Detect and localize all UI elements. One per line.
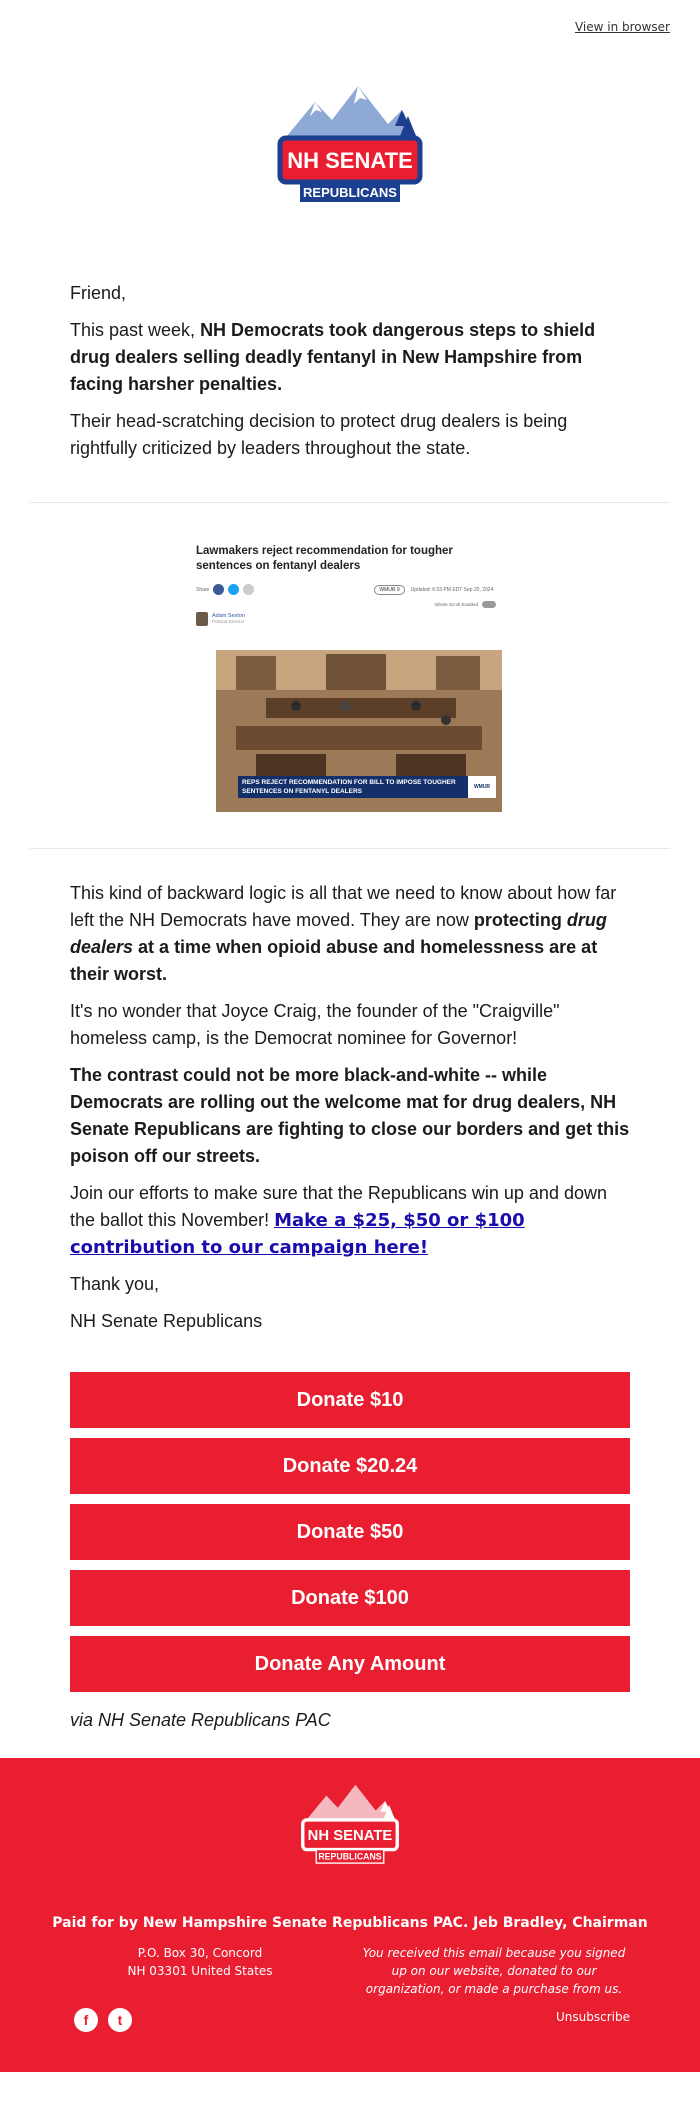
contribution-link[interactable]: Make a $25, $50 or $100 contribution to our campaign here! (70, 1210, 525, 1258)
footer (0, 1758, 700, 2072)
author-avatar (196, 612, 208, 626)
divider (30, 848, 670, 849)
nh-senate-republicans-logo (270, 80, 430, 220)
twitter-share-icon[interactable] (228, 584, 239, 595)
closing: Thank you, (70, 1274, 160, 1294)
body-paragraph-4: Join our efforts to make sure that the Republicans win up and down the ballot this November! Make a $25, $50 or $100 contribution to our campaign here! (70, 1183, 607, 1258)
infinite-scroll-toggle[interactable]: Infinite Scroll Enabled (192, 601, 496, 608)
unsubscribe-link[interactable]: Unsubscribe (556, 2010, 630, 2024)
donate-any-amount-button[interactable]: Donate Any Amount (70, 1636, 630, 1692)
footer-logo-line1: NH SENATE (307, 1828, 393, 1845)
intro-paragraph-1: This past week, NH Democrats took dangerous steps to shield drug dealers selling deadly fentanyl in New Hampshire from facing harsher penalties. (70, 320, 596, 394)
donate-10-button[interactable]: Donate $10 (70, 1372, 630, 1428)
paid-for-by: Paid for by New Hampshire Senate Republicans PAC. Jeb Bradley, Chairman (52, 1915, 648, 1931)
body-paragraph-3: The contrast could not be more black-and-white -- while Democrats are rolling out the welcome mat for drug dealers, NH Senate Republicans are fighting to close our borders and get this poison off our streets. (70, 1065, 630, 1166)
article-updated: Updated: 6:53 PM EDT Sep 20, 2024 (410, 586, 494, 593)
social-links (74, 2008, 142, 2032)
donate-50-button[interactable]: Donate $50 (70, 1504, 630, 1560)
article-author: Adam Sexton Political Director (196, 612, 508, 626)
video-logo: WMUR (468, 776, 496, 798)
link-share-icon[interactable] (243, 584, 254, 595)
article-headline: Lawmakers reject recommendation for tougher sentences on fentanyl dealers (196, 545, 453, 572)
body-paragraph-1: This kind of backward logic is all that we need to know about how far left the NH Democrats have moved. They are now protecting drug dealers at a time when opioid abuse and homelessness are at their worst. (70, 883, 617, 984)
logo-line1: NH SENATE (287, 148, 413, 173)
view-in-browser-link[interactable]: View in browser (574, 20, 670, 34)
toggle-icon (482, 601, 496, 608)
signature: NH Senate Republicans (70, 1311, 263, 1331)
divider (30, 502, 670, 503)
donate-100-button[interactable]: Donate $100 (70, 1570, 630, 1626)
intro-section (70, 280, 630, 472)
via-pac: via NH Senate Republicans PAC (70, 1710, 331, 1730)
news-article-screenshot[interactable] (192, 540, 508, 816)
mailing-address: P.O. Box 30, Concord NH 03301 United States (127, 1946, 273, 1978)
facebook-share-icon[interactable] (213, 584, 224, 595)
article-meta: Share WMUR 9 Updated: 6:53 PM EDT Sep 20, 2024 (196, 584, 508, 595)
footer-logo (296, 1780, 404, 1876)
body-section (70, 880, 635, 1345)
outlet-logo: WMUR 9 (374, 585, 404, 595)
facebook-icon[interactable]: f (74, 2008, 98, 2032)
received-notice: You received this email because you signed up on our website, donated to our organization, or made a purchase from us. (362, 1946, 626, 1996)
intro-paragraph-2: Their head-scratching decision to protect drug dealers is being rightfully criticized by leaders throughout the state. (70, 411, 568, 458)
video-chyron: REPS REJECT RECOMMENDATION FOR BILL TO IMPOSE TOUGHER SENTENCES ON FENTANYL DEALERS (238, 776, 468, 798)
article-video-frame[interactable] (216, 650, 502, 812)
greeting: Friend, (70, 283, 127, 303)
footer-logo-line2: REPUBLICANS (318, 1851, 382, 1862)
twitter-icon[interactable]: t (108, 2008, 132, 2032)
logo-line2: REPUBLICANS (303, 185, 397, 200)
donate-20-24-button[interactable]: Donate $20.24 (70, 1438, 630, 1494)
body-paragraph-2: It's no wonder that Joyce Craig, the founder of the "Craigville" homeless camp, is the Democrat nominee for Governor! (70, 1001, 560, 1048)
